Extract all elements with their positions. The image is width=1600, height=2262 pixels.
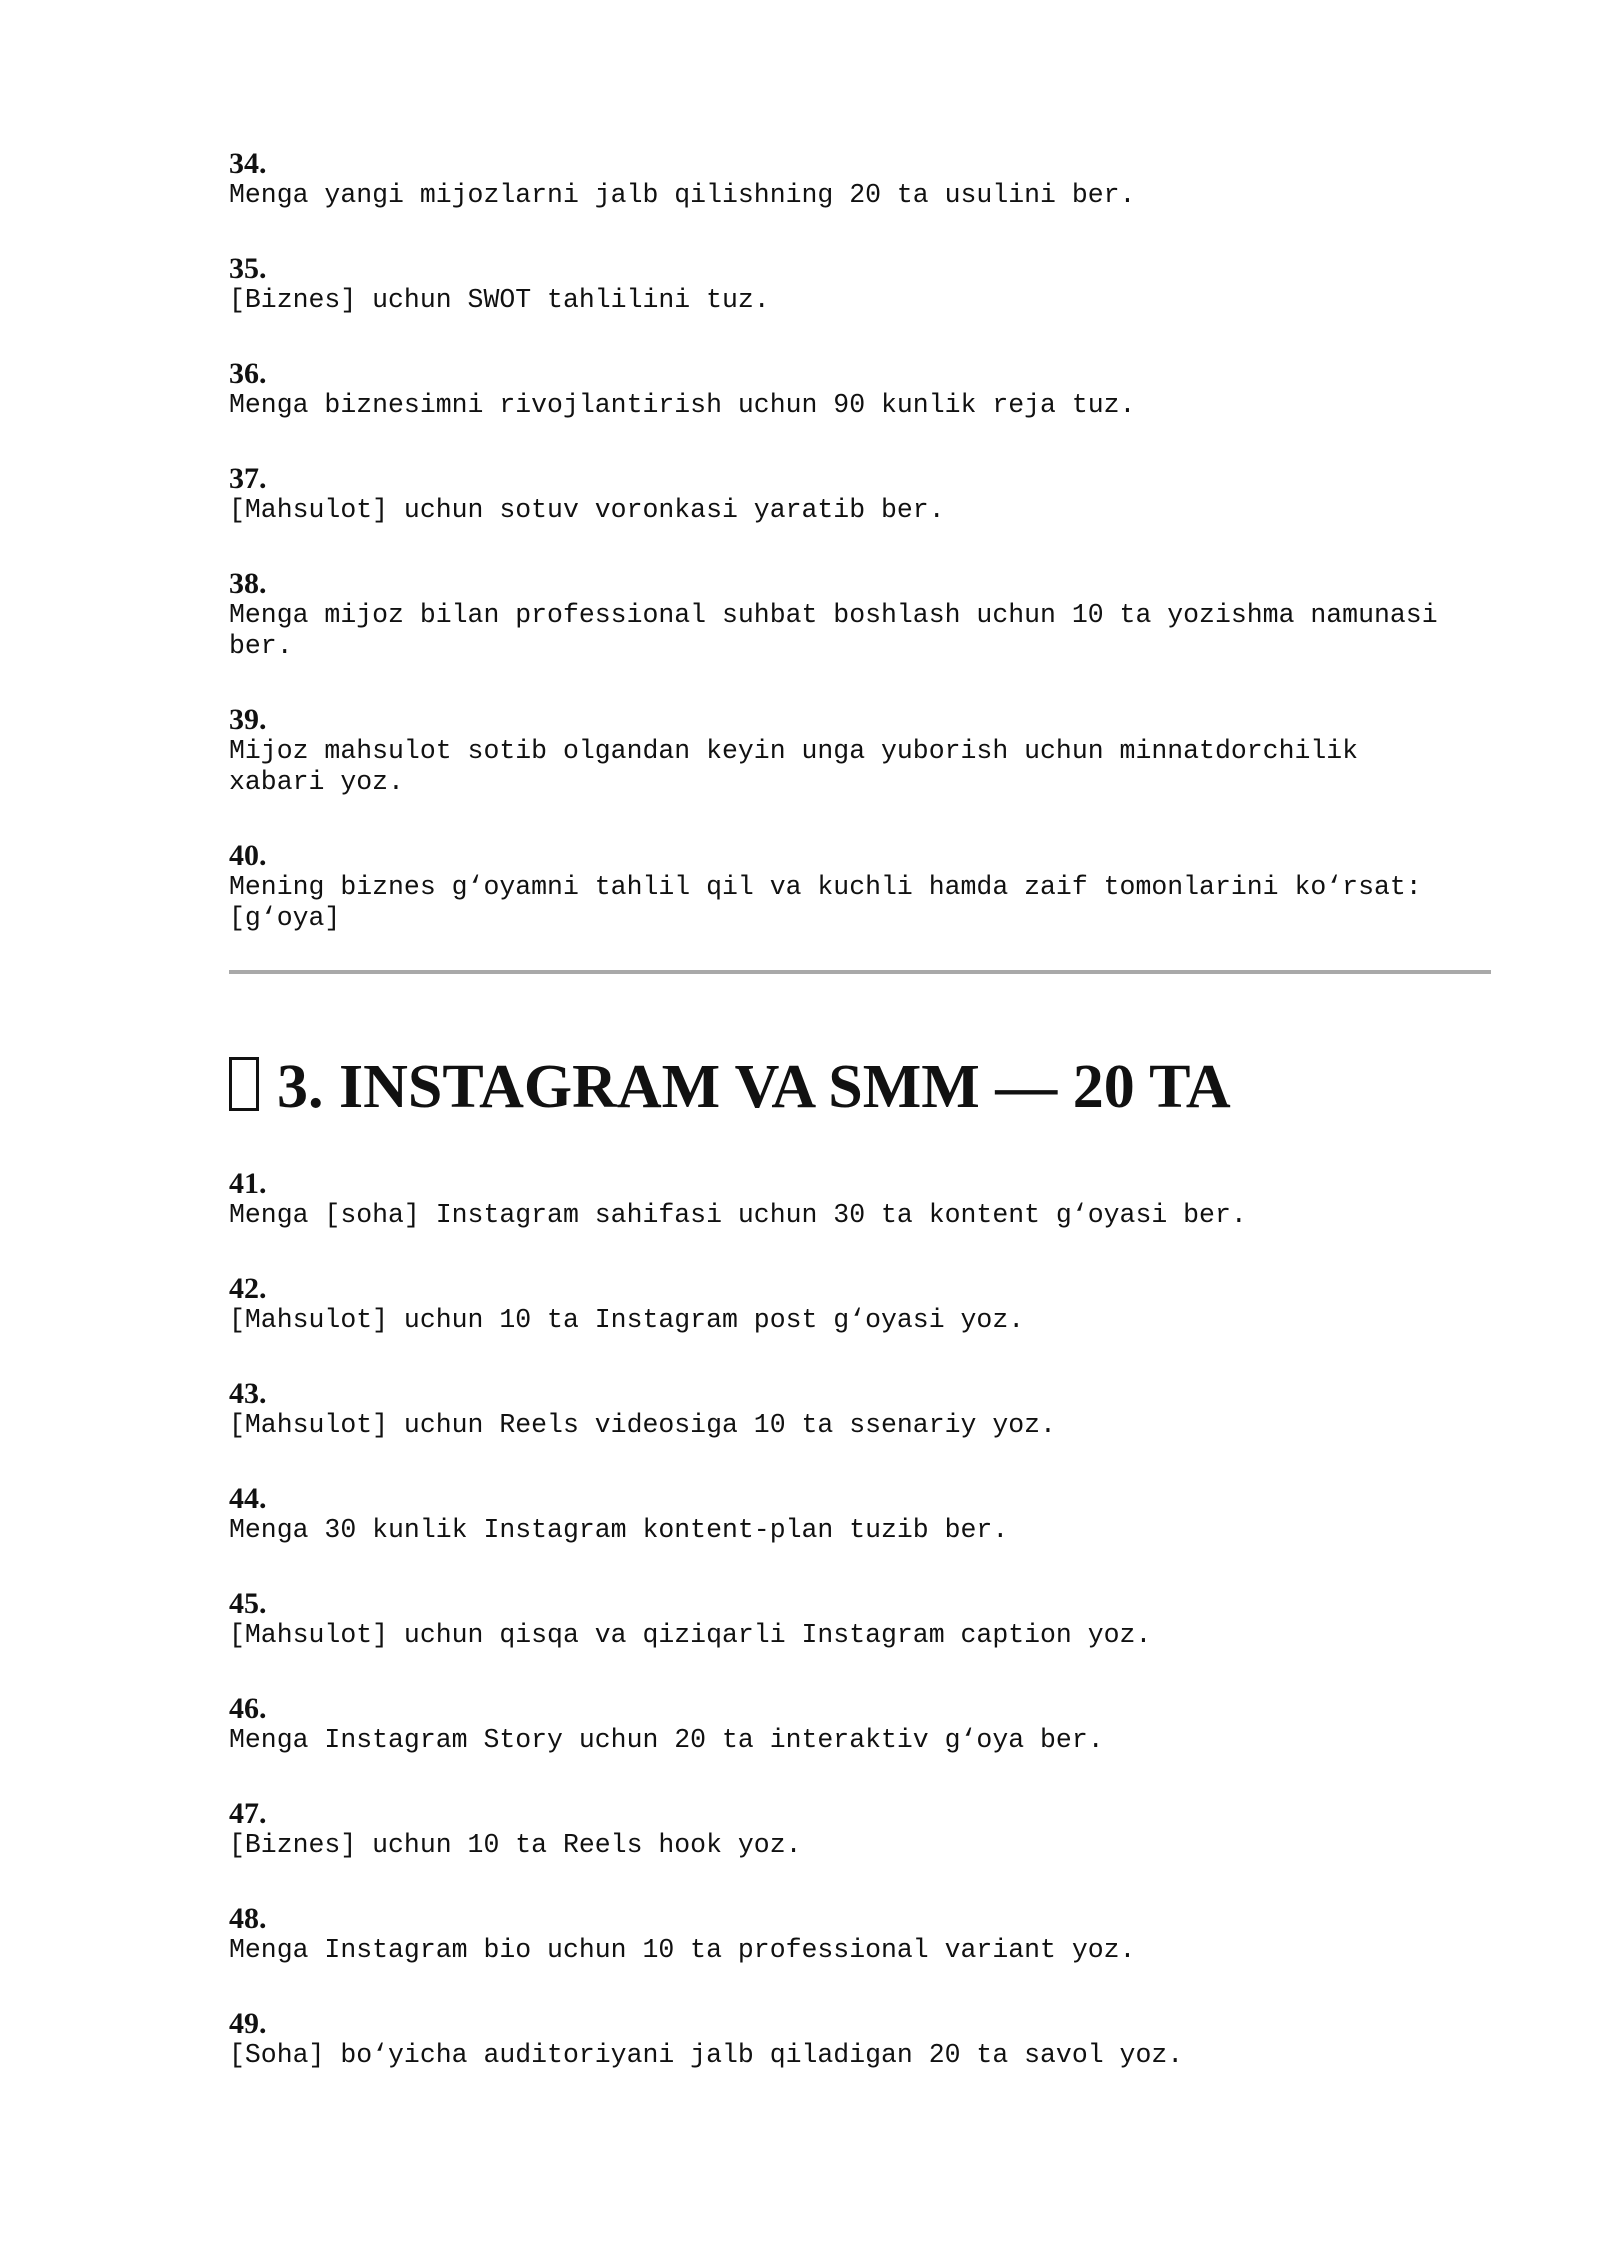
item-number: 40.: [229, 839, 267, 872]
item-list-section3: [229, 1168, 1491, 2071]
item-text: Mening biznes g‘oyamni tahlil qil va kuchli hamda zaif tomonlarini ko‘rsat: [g‘oya]: [229, 872, 1422, 933]
list-item: [229, 568, 1491, 662]
list-item: [229, 1693, 1491, 1756]
list-item: [229, 148, 1491, 211]
list-item: [229, 358, 1491, 421]
item-number: 37.: [229, 462, 267, 495]
section-heading: [229, 1052, 1491, 1122]
item-text: [Mahsulot] uchun Reels videosiga 10 ta ssenariy yoz.: [229, 1410, 1056, 1440]
item-text: Menga [soha] Instagram sahifasi uchun 30 ta kontent g‘oyasi ber.: [229, 1200, 1247, 1230]
item-number: 45.: [229, 1587, 267, 1620]
item-number: 48.: [229, 1902, 267, 1935]
item-text: Menga biznesimni rivojlantirish uchun 90 kunlik reja tuz.: [229, 390, 1136, 420]
item-text: Mijoz mahsulot sotib olgandan keyin unga yuborish uchun minnatdorchilik xabari yoz.: [229, 736, 1359, 797]
item-number: 35.: [229, 252, 267, 285]
item-text: Menga mijoz bilan professional suhbat boshlash uchun 10 ta yozishma namunasi ber.: [229, 600, 1438, 661]
item-number: 43.: [229, 1377, 267, 1410]
list-item: [229, 253, 1491, 316]
item-number: 36.: [229, 357, 267, 390]
item-text: Menga 30 kunlik Instagram kontent-plan tuzib ber.: [229, 1515, 1009, 1545]
item-text: Menga Instagram bio uchun 10 ta professional variant yoz.: [229, 1935, 1136, 1965]
document-page: [229, 148, 1491, 2071]
item-text: [Mahsulot] uchun qisqa va qiziqarli Instagram caption yoz.: [229, 1620, 1152, 1650]
list-item: [229, 1483, 1491, 1546]
item-number: 42.: [229, 1272, 267, 1305]
list-item: [229, 463, 1491, 526]
item-text: Menga Instagram Story uchun 20 ta interaktiv g‘oya ber.: [229, 1725, 1104, 1755]
list-item: [229, 1168, 1491, 1231]
item-text: [Biznes] uchun 10 ta Reels hook yoz.: [229, 1830, 802, 1860]
list-item: [229, 1273, 1491, 1336]
item-number: 38.: [229, 567, 267, 600]
item-text: [Soha] bo‘yicha auditoriyani jalb qiladigan 20 ta savol yoz.: [229, 2040, 1184, 2070]
item-text: [Biznes] uchun SWOT tahlilini tuz.: [229, 285, 770, 315]
item-number: 47.: [229, 1797, 267, 1830]
item-number: 44.: [229, 1482, 267, 1515]
list-item: [229, 704, 1491, 798]
item-text: [Mahsulot] uchun 10 ta Instagram post g‘oyasi yoz.: [229, 1305, 1025, 1335]
item-number: 46.: [229, 1692, 267, 1725]
list-item: [229, 1903, 1491, 1966]
list-item: [229, 840, 1491, 934]
list-item: [229, 1588, 1491, 1651]
missing-glyph-icon: [229, 1057, 259, 1111]
item-number: 34.: [229, 147, 267, 180]
item-text: [Mahsulot] uchun sotuv voronkasi yaratib ber.: [229, 495, 945, 525]
list-item: [229, 1798, 1491, 1861]
item-list-before: [229, 148, 1491, 934]
list-item: [229, 1378, 1491, 1441]
item-number: 39.: [229, 703, 267, 736]
list-item: [229, 2008, 1491, 2071]
item-number: 41.: [229, 1167, 267, 1200]
item-number: 49.: [229, 2007, 267, 2040]
item-text: Menga yangi mijozlarni jalb qilishning 20 ta usulini ber.: [229, 180, 1136, 210]
section-heading-text: 3. INSTAGRAM VA SMM — 20 TA: [277, 1053, 1231, 1121]
